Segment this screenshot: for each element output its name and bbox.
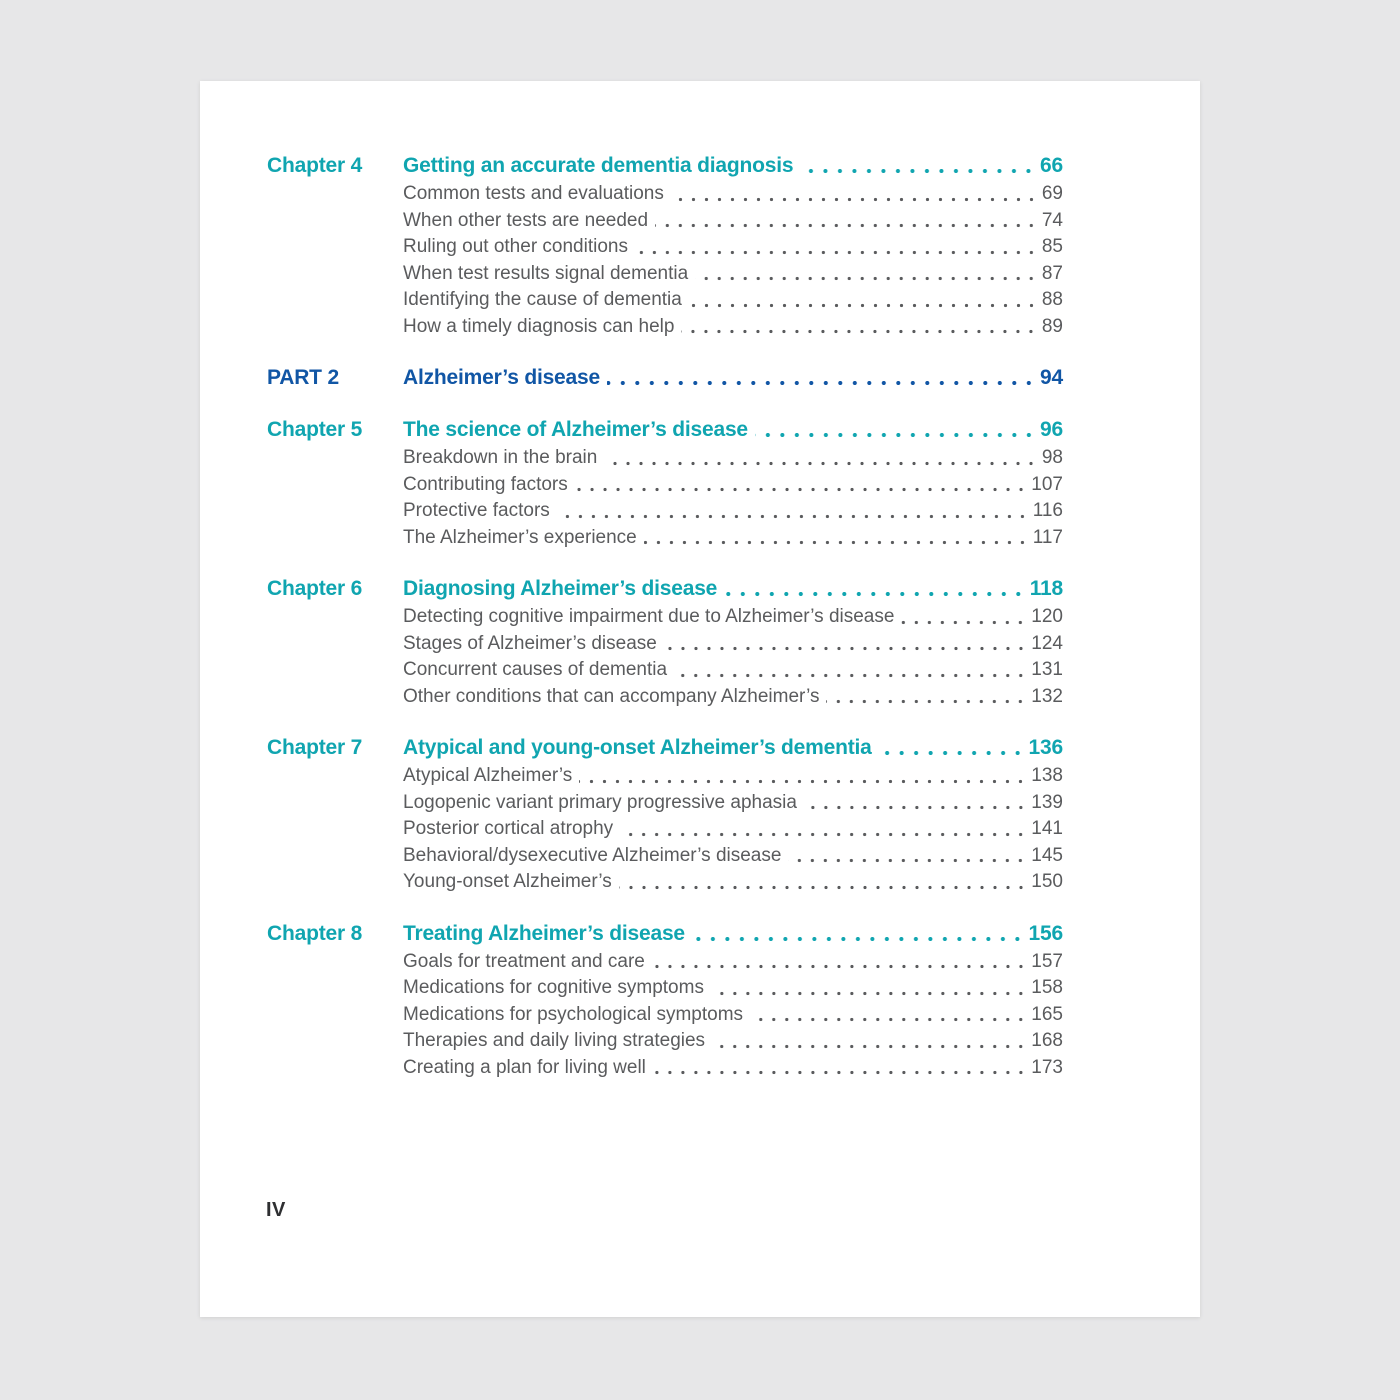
chapter-label: Chapter 8 — [267, 921, 363, 945]
toc-entry[interactable] — [403, 1028, 1063, 1055]
table-of-contents — [267, 152, 1063, 1105]
entry-page-number: 74 — [1041, 209, 1063, 231]
part-title: Alzheimer’s disease — [403, 366, 600, 389]
toc-page — [200, 81, 1200, 1317]
dot-leader — [575, 472, 1029, 499]
dot-leader — [800, 152, 1037, 180]
toc-part-heading[interactable] — [267, 364, 1063, 392]
entry-page-number: 88 — [1041, 289, 1063, 310]
chapter-page-number: 118 — [1029, 577, 1063, 600]
chapter-label: Chapter 4 — [267, 154, 363, 177]
dot-leader — [750, 1002, 1028, 1029]
toc-entry[interactable] — [403, 869, 1063, 896]
chapter-title: The science of Alzheimer’s disease — [403, 418, 748, 441]
chapter-label: Chapter 7 — [267, 736, 363, 759]
part-page-number: 94 — [1040, 366, 1063, 389]
dot-leader — [619, 869, 1029, 896]
entry-page-number: 158 — [1031, 977, 1063, 998]
entry-title: When other tests are needed — [403, 209, 649, 231]
dot-leader — [695, 261, 1039, 288]
entry-page-number: 157 — [1031, 950, 1063, 972]
entry-page-number: 120 — [1031, 606, 1063, 627]
chapter-title: Diagnosing Alzheimer’s disease — [403, 577, 718, 600]
entry-page-number: 131 — [1031, 659, 1063, 680]
dot-leader — [689, 287, 1039, 314]
dot-leader — [607, 364, 1037, 392]
toc-entry[interactable] — [403, 234, 1063, 261]
entry-title: The Alzheimer’s experience — [403, 526, 637, 548]
dot-leader — [557, 498, 1030, 525]
dot-leader — [804, 790, 1028, 817]
entry-page-number: 87 — [1041, 262, 1063, 284]
entry-title: Therapies and daily living strategies — [403, 1030, 706, 1051]
entry-page-number: 165 — [1031, 1003, 1063, 1025]
toc-entry[interactable] — [403, 1002, 1063, 1029]
dot-leader — [635, 234, 1039, 261]
dot-leader — [644, 525, 1030, 552]
dot-leader — [674, 657, 1028, 684]
dot-leader — [711, 975, 1028, 1002]
entry-page-number: 117 — [1032, 526, 1063, 548]
entry-title: Identifying the cause of dementia — [403, 289, 682, 310]
dot-leader — [755, 416, 1037, 444]
entry-title: Medications for psychological symptoms — [403, 1003, 744, 1025]
chapter-label: Chapter 5 — [267, 418, 363, 441]
entry-page-number: 138 — [1031, 765, 1063, 786]
dot-leader — [879, 734, 1026, 762]
entry-title: Atypical Alzheimer’s — [403, 765, 573, 786]
chapter-label: Chapter 6 — [267, 577, 363, 600]
toc-entry[interactable] — [403, 1055, 1063, 1082]
entry-title: Logopenic variant primary progressive aphasia — [403, 791, 797, 813]
entry-page-number: 141 — [1031, 818, 1063, 839]
entry-title: Breakdown in the brain — [403, 447, 598, 468]
toc-chapter-heading[interactable] — [267, 416, 1063, 444]
toc-chapter-heading[interactable] — [267, 734, 1063, 762]
entry-page-number: 85 — [1041, 236, 1063, 257]
entry-page-number: 168 — [1031, 1030, 1063, 1051]
toc-entry[interactable] — [403, 949, 1063, 976]
chapter-title: Treating Alzheimer’s disease — [403, 921, 685, 945]
toc-section — [267, 575, 1063, 710]
toc-entry[interactable] — [403, 975, 1063, 1002]
dot-leader — [620, 816, 1028, 843]
toc-entry[interactable] — [403, 684, 1063, 711]
entry-title: When test results signal dementia — [403, 262, 689, 284]
entry-title: How a timely diagnosis can help — [403, 315, 675, 337]
chapter-page-number: 156 — [1028, 921, 1063, 945]
dot-leader — [664, 631, 1028, 658]
entry-title: Contributing factors — [403, 473, 568, 495]
dot-leader — [653, 1055, 1028, 1082]
dot-leader — [901, 604, 1028, 631]
toc-entry[interactable] — [403, 181, 1063, 208]
toc-section — [267, 734, 1063, 896]
toc-entry[interactable] — [403, 657, 1063, 684]
toc-entry[interactable] — [403, 472, 1063, 499]
dot-leader — [712, 1028, 1028, 1055]
entry-page-number: 124 — [1031, 632, 1063, 654]
entry-page-number: 89 — [1041, 315, 1063, 337]
entry-title: Common tests and evaluations — [403, 183, 664, 204]
toc-entry[interactable] — [403, 314, 1063, 341]
entry-page-number: 139 — [1031, 791, 1063, 813]
entry-title: Stages of Alzheimer’s disease — [403, 632, 657, 654]
dot-leader — [681, 314, 1038, 341]
toc-entry[interactable] — [403, 604, 1063, 631]
dot-leader — [826, 684, 1028, 711]
entry-title: Concurrent causes of dementia — [403, 659, 668, 680]
entry-title: Goals for treatment and care — [403, 950, 645, 972]
toc-entry[interactable] — [403, 498, 1063, 525]
page-folio: IV — [266, 1199, 286, 1221]
toc-chapter-heading[interactable] — [267, 575, 1063, 603]
entry-page-number: 107 — [1031, 473, 1063, 495]
dot-leader — [671, 181, 1039, 208]
toc-entry[interactable] — [403, 287, 1063, 314]
entry-page-number: 173 — [1031, 1056, 1063, 1078]
dot-leader — [652, 949, 1028, 976]
toc-entry[interactable] — [403, 261, 1063, 288]
entry-title: Behavioral/dysexecutive Alzheimer’s disease — [403, 844, 782, 866]
entry-page-number: 116 — [1032, 500, 1063, 521]
toc-section — [267, 152, 1063, 340]
entry-title: Ruling out other conditions — [403, 236, 628, 257]
chapter-page-number: 66 — [1040, 154, 1063, 177]
entry-title: Detecting cognitive impairment due to Alzheimer’s disease — [403, 606, 895, 627]
toc-section — [267, 920, 1063, 1082]
dot-leader — [604, 445, 1039, 472]
entry-title: Young-onset Alzheimer’s — [403, 871, 612, 892]
entry-title: Creating a plan for living well — [403, 1056, 646, 1078]
toc-entry[interactable] — [403, 208, 1063, 235]
entry-page-number: 69 — [1041, 183, 1063, 204]
toc-entry[interactable] — [403, 816, 1063, 843]
chapter-title: Getting an accurate dementia diagnosis — [403, 154, 794, 177]
toc-entry[interactable] — [403, 525, 1063, 552]
dot-leader — [724, 575, 1027, 603]
toc-section — [267, 364, 1063, 392]
dot-leader — [579, 763, 1028, 790]
dot-leader — [788, 843, 1028, 870]
part-label: PART 2 — [267, 366, 339, 389]
chapter-page-number: 96 — [1040, 418, 1063, 441]
entry-page-number: 145 — [1031, 844, 1063, 866]
entry-title: Posterior cortical atrophy — [403, 818, 614, 839]
dot-leader — [692, 920, 1026, 948]
toc-entry[interactable] — [403, 763, 1063, 790]
chapter-page-number: 136 — [1028, 736, 1063, 759]
chapter-title: Atypical and young-onset Alzheimer’s dementia — [403, 736, 872, 759]
entry-page-number: 132 — [1031, 685, 1063, 707]
entry-page-number: 150 — [1031, 871, 1063, 892]
entry-title: Protective factors — [403, 500, 550, 521]
toc-chapter-heading[interactable] — [267, 920, 1063, 948]
entry-page-number: 98 — [1041, 447, 1063, 468]
toc-section — [267, 416, 1063, 551]
toc-entry[interactable] — [403, 445, 1063, 472]
entry-title: Medications for cognitive symptoms — [403, 977, 704, 998]
toc-entry[interactable] — [403, 843, 1063, 870]
toc-entry[interactable] — [403, 631, 1063, 658]
toc-chapter-heading[interactable] — [267, 152, 1063, 180]
entry-title: Other conditions that can accompany Alzheimer’s — [403, 685, 820, 707]
dot-leader — [655, 208, 1039, 235]
toc-entry[interactable] — [403, 790, 1063, 817]
